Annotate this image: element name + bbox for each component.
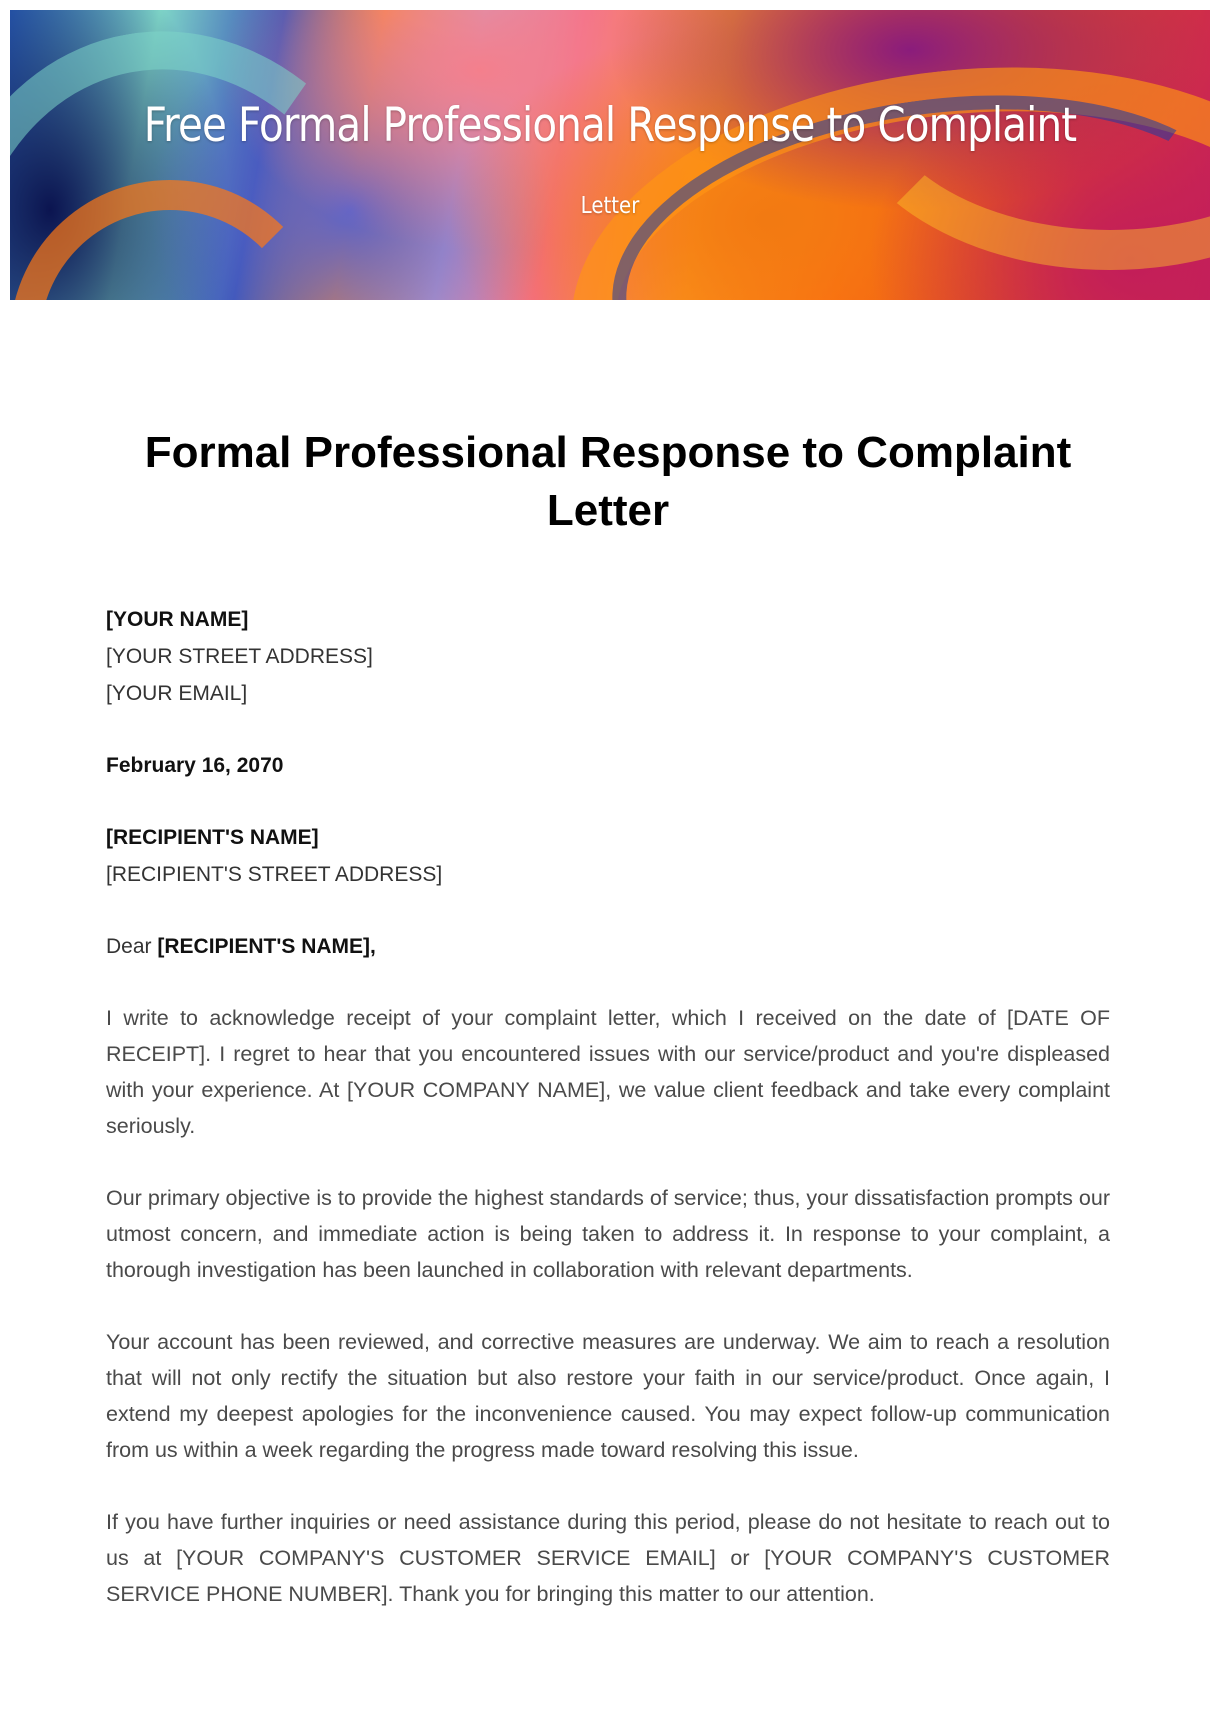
banner-title: Free Formal Professional Response to Complaint <box>143 98 1077 153</box>
header-banner <box>10 10 1210 300</box>
letter-body <box>106 601 1110 1612</box>
salutation-prefix: Dear <box>106 935 152 958</box>
recipient-street-address: [RECIPIENT'S STREET ADDRESS] <box>106 863 443 886</box>
paragraph-contact: If you have further inquiries or need assistance during this period, please do not hesitate to reach out to us at [YOUR COMPANY'S CUSTOMER SERVICE EMAIL] or [YOUR COMPANY'S CUSTOMER SERVICE PHONE NUMBER]. Thank you for bringing this matter to our attention. <box>106 1510 1110 1606</box>
paragraph-objective: Our primary objective is to provide the highest standards of service; thus, your dissatisfaction prompts our utmost concern, and immediate action is being taken to address it. In response to your complaint, a thorough investigation has been launched in collaboration with relevant departments. <box>106 1186 1110 1282</box>
paragraph-acknowledgement: I write to acknowledge receipt of your complaint letter, which I received on the date of [DATE OF RECEIPT]. I regret to hear that you encountered issues with our service/product and you're displeased with your experience. At [YOUR COMPANY NAME], we value client feedback and take every complaint seriously. <box>106 1006 1110 1138</box>
paragraph-resolution: Your account has been reviewed, and corrective measures are underway. We aim to reach a resolution that will not only rectify the situation but also restore your faith in our service/product. Once again, I extend my deepest apologies for the inconvenience caused. You may expect follow-up communication from us within a week regarding the progress made toward resolving this issue. <box>106 1330 1110 1462</box>
sender-name: [YOUR NAME] <box>106 608 249 631</box>
letter-date: February 16, 2070 <box>106 754 284 777</box>
sender-email: [YOUR EMAIL] <box>106 682 248 705</box>
document-title <box>106 424 1110 540</box>
banner-subtitle: Letter <box>580 193 640 219</box>
salutation-name: [RECIPIENT'S NAME], <box>157 935 376 958</box>
recipient-name: [RECIPIENT'S NAME] <box>106 826 319 849</box>
document-title-text: Formal Professional Response to Complaint Letter <box>144 428 1072 535</box>
sender-street-address: [YOUR STREET ADDRESS] <box>106 645 373 668</box>
salutation <box>106 928 1110 965</box>
